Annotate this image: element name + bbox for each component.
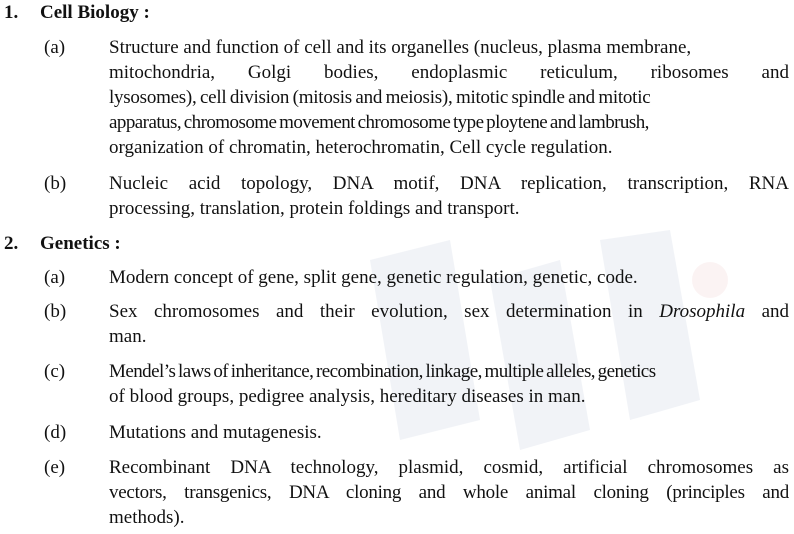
text-line: vectors, transgenics, DNA cloning and whole animal cloning (principles and [109,482,789,503]
text-line: man. [109,326,147,347]
item-label: (e) [44,457,66,478]
text-line: Mutations and mutagenesis. [109,422,322,443]
item-label: (a) [44,267,66,288]
text-line: Structure and function of cell and its organelles (nucleus, plasma membrane, [109,37,692,58]
item-text [109,420,789,445]
section-number: 1. [4,2,19,23]
text-line: lysosomes), cell division (mitosis and meiosis), mitotic spindle and mitotic [109,87,651,108]
item-text [109,171,789,221]
item-text [109,359,789,409]
text-fragment: and [745,301,789,322]
item-text [109,455,789,530]
item-label: (b) [44,173,67,194]
text-line: Nucleic acid topology, DNA motif, DNA replication, transcription, RNA [109,173,789,194]
item-label: (d) [44,422,67,443]
text-line: mitochondria, Golgi bodies, endoplasmic reticulum, ribosomes and [109,62,789,83]
text-line [109,299,789,324]
section-title: Cell Biology : [40,2,150,23]
text-line: Modern concept of gene, split gene, genetic regulation, genetic, code. [109,267,638,288]
text-line: Recombinant DNA technology, plasmid, cosmid, artificial chromosomes as [109,457,789,478]
section-title: Genetics : [40,233,121,254]
item-text [109,265,789,290]
text-line: Mendel’s laws of inheritance, recombination, linkage, multiple alleles, genetics [109,361,656,382]
text-line: processing, translation, protein foldings and transport. [109,198,520,219]
item-text [109,299,789,349]
section-1-heading [4,2,150,24]
section-number: 2. [4,233,19,254]
item-label: (a) [44,37,66,58]
section-2-heading [4,233,121,255]
item-label: (c) [44,361,66,382]
italic-term: Drosophila [659,301,746,322]
text-fragment: Sex chromosomes and their evolution, sex determination in [109,301,660,322]
text-line: of blood groups, pedigree analysis, hereditary diseases in man. [109,386,586,407]
item-text [109,35,789,160]
text-line: apparatus, chromosome movement chromosome type ploytene and lambrush, [109,112,649,133]
text-line: methods). [109,507,185,528]
text-line: organization of chromatin, heterochromatin, Cell cycle regulation. [109,137,613,158]
item-label: (b) [44,301,67,322]
